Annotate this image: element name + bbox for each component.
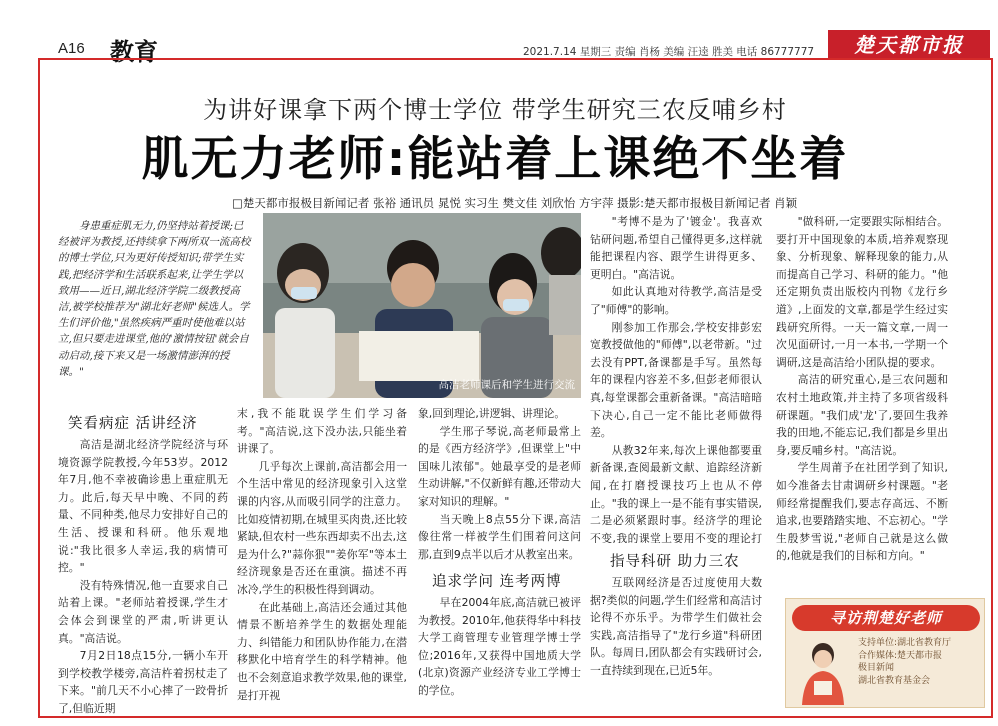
badge-credits [858,637,982,687]
paragraph: 如此认真地对待教学,高洁是受了"师傅"的影响。 [590,285,762,316]
paragraph: 没有特殊情况,他一直要求自己站着上课。"老师站着授课,学生才会体会到课堂的严肃,听讲更认真。"高洁说。 [58,578,228,645]
credit-line: 极目新闻 [858,663,895,673]
masthead [58,32,988,66]
paragraph: 互联网经济是否过度使用大数据?类似的问题,学生们经常和高洁讨论得不亦乐乎。为带学生们做社会实践,高洁指导了"龙行乡道"科研团队。每周日,团队都会有实践研讨会,一直持续到现在,已近5年。 [590,576,762,677]
campaign-badge [785,598,985,708]
paragraph: 象,回到理论,讲逻辑、讲理论。 [418,407,566,420]
dateline: 2021.7.14 星期三 责编 肖杨 美编 汪逵 胜美 电话 86777777 [523,46,815,58]
page-number: A16 [58,40,85,57]
paragraph: 7月2日18点15分,一辆小车开到学校教学楼旁,高洁杵着拐杖走了下来。"前几天不小心摔了一跤骨折了,但临近期 [58,649,228,715]
article-column-4 [590,213,762,543]
article-column-2 [237,405,407,718]
article-intro: 身患重症肌无力,仍坚持站着授课;已经被评为教授,还持续拿下两所双一流高校的博士学位,只为更好传授知识;带学生实践,把经济学和生活联系起来,让学生学以致用——近日,湖北经济学院二级教授高洁,被学校推荐为"湖北好老师"候选人。学生们评价他,"虽然疾病严重时使他难以站立,但只要走进课堂,他的'激情按钮'就会自动启动,接下来又是一场激情澎湃的授课。" [58,220,251,378]
paragraph: 早在2004年底,高洁就已被评为教授。2010年,他获得华中科技大学工商管理专业管理学博士学位;2016年,又获得中国地质大学(北京)资源产业经济专业工学博士的学位。 [418,596,581,697]
article-photo [263,213,581,398]
paragraph: 从教32年来,每次上课他都要重新备课,查阅最新文献、追踪经济新闻,在打磨授课技巧上也从不停止。"我的课上一是不能有事实错误,二是必须紧跟时事。经济学的理论不变,我的课堂上要用不变的理论打 [590,443,762,543]
article-column-3b [418,594,581,718]
teacher-illustration-icon [794,637,852,705]
paragraph: "考博不是为了'镀金'。我喜欢钻研问题,希望自己懂得更多,这样就能把课程内容、跟学生讲得更多、更明白。"高洁说。 [590,215,762,281]
article-subhead: 为讲好课拿下两个博士学位 带学生研究三农反哺乡村 [203,96,787,124]
classroom-photo-illustration [263,213,581,398]
paragraph: 高洁是湖北经济学院经济与环境资源学院教授,今年53岁。2012年7月,他不幸被确诊患上重症肌无力。此后,每天早中晚、不同的药量、不同种类,他尽力安排好自己的生活、授课和科研。他乐观地说:"我比很多人幸运,我的病情可控。" [58,438,228,575]
credit-line: 合作媒体:楚天都市报 [858,650,943,661]
badge-title: 寻访荆楚好老师 [792,605,980,631]
subsection-title: 笑看病症 活讲经济 [68,416,198,432]
photo-caption: 高洁老师课后和学生进行交流 [438,379,575,391]
article-column-1 [58,436,228,718]
article-column-3a [418,405,581,565]
paragraph: 在此基础上,高洁还会通过其他情景不断培养学生的数据处理能力、纠错能力和团队协作能力,在潜移默化中培育学生的科学精神。他也不会刻意追求教学效果,他的课堂,是打开视 [237,600,407,702]
article-headline: 肌无力老师:能站着上课绝不坐着 [141,132,849,187]
paragraph: "做科研,一定要跟实际相结合。要打开中国现象的本质,培养观察现象、分析现象、解释现象的能力,从而提高自己学习、科研的能力。"他还定期负责出版校内刊物《龙行乡道》,上面发的文章,都是学生经过实践研究所得。一天一篇文章,一周一次见面研讨,一月一本书,一学期一个调研,这是高洁给小团队提的要求。 [776,215,948,369]
paragraph: 末,我不能耽误学生们学习备考。"高洁说,这下没办法,只能坐着讲课了。 [237,407,407,456]
credit-line: 湖北省教育基金会 [858,675,931,686]
newspaper-logo: 楚天都市报 [828,30,990,60]
paragraph: 高洁的研究重心,是三农问题和农村土地政策,并主持了多项省级科研课题。"我们成'龙'了,要回生我养我的田地,不能忘记,我们都是乡里出身,要反哺乡村。"高洁说。 [776,373,948,457]
paragraph: 几乎每次上课前,高洁都会用一个生活中常见的经济现象引入这堂课的内容,从而吸引同学的注意力。比如疫情初期,在城里买肉贵,还比较紧缺,但农村一些东西却卖不出去,这是为什么?"蒜你狠""姜你军"等本土经济现象是否还在重演。描述不再冰冷,学生的积极性得到调动。 [237,459,407,596]
subsection-title: 追求学问 连考两博 [432,574,562,590]
subsection-title: 指导科研 助力三农 [610,554,740,570]
paragraph: 学生邢子琴说,高老师最常上的是《西方经济学》,但课堂上"中国味儿浓郁"。她最享受的是老师生动讲解,"不仅新鲜有趣,还带动大家对知识的理解。" [418,424,581,508]
paragraph: 学生周莆予在社团学到了知识,如今准备去甘肃调研乡村课题。"老师经常提醒我们,要志存高远、不断追求,也要踏踏实地、不忘初心。"学生殷梦雪说,"老师自己就是这么做的,他就是我们的目标和方向。" [776,461,948,563]
article-column-5 [776,213,948,593]
credit-line: 支持单位:湖北省教育厅 [858,638,952,648]
article-byline: □楚天都市报极目新闻记者 张裕 通讯员 晁悦 实习生 樊文佳 刘欣怡 方宇萍 摄影:楚天都市报极目新闻记者 肖颖 [232,196,798,210]
paragraph: 刚参加工作那会,学校安排彭宏宽教授做他的"师傅",以老带新。"过去没有PPT,备课都是手写。虽然每年的课程内容差不多,但彭老师很认真,每堂课都会重新备课。"高洁暗暗下决心,自己一定不能比老师做得差。 [590,320,762,440]
article-column-4b [590,574,762,718]
paragraph: 当天晚上8点55分下课,高洁像往常一样被学生们围着问这问那,直到9点半以后才从教室出来。 [418,512,581,561]
section-title: 教育 [110,38,158,66]
